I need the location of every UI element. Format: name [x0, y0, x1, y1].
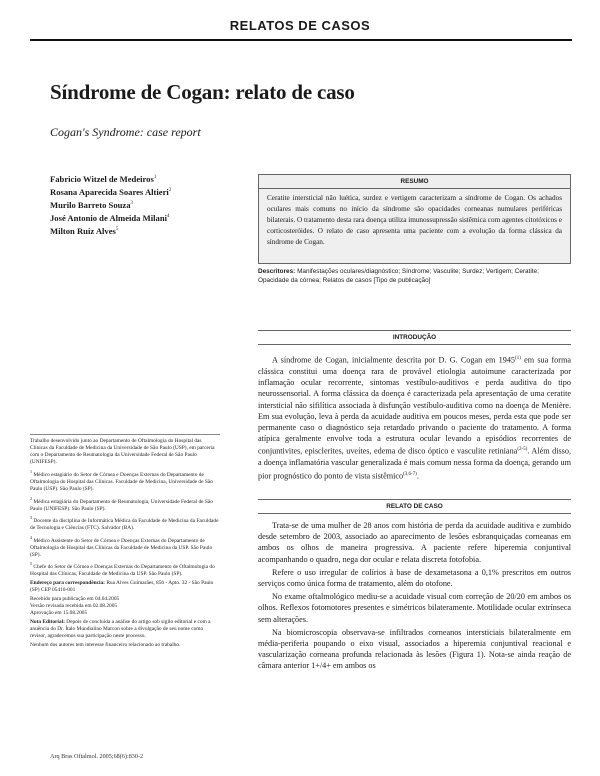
- author: Milton Ruiz Alves$^5$: [50, 226, 119, 237]
- paragraph: No exame oftalmológico mediu-se a acuidade visual com correção de 20/20 em ambos os olhos. Reflexos fotomotores presentes e simétricos bilateramente. Motilidade ocular extrínseca sem alterações.: [258, 592, 571, 624]
- abstract-heading: RESUMO: [259, 175, 570, 189]
- revised-date: Versão revisada recebida em 02.08.2005: [30, 602, 118, 609]
- footnote-rule: [30, 434, 220, 435]
- header-rule: [30, 39, 572, 41]
- author-list: [50, 172, 250, 237]
- conflict-statement: Nenhum dos autores tem interesse financeiro relacionado ao trabalho.: [30, 641, 181, 648]
- descriptors-text: Manifestações oculares/diagnóstico; Síndrome; Vasculite; Surdez; Vertigem; Ceratite; Opacidade da córnea; Relatos de casos [Tipo de publicação]: [258, 268, 539, 284]
- editorial-note: Nota Editorial: Depois de concluída a análise do artigo sob sigilo editorial e com a anuência do Dr. Ítalo Mundialino Marcon sobre a divulgação de seu nome como revisor, agradecemos sua participação neste processo.: [30, 618, 211, 639]
- author: Fabricio Witzel de Medeiros$^1$: [50, 173, 157, 184]
- affiliation: $^4$ Médico Assistente do Setor de Córnea e Doenças Externas do Departamento de Oftalmologia do Hospital das Clínicas da Faculdade de Medicina da USP. São Paulo (SP).: [30, 534, 213, 558]
- introduction-text: A síndrome de Cogan, inicialmente descrita por D. G. Cogan em 1945$^{(1)}$ em sua forma clássica constitui uma doença rara de provável etiologia autoimune caracterizada por inflamação ocular recorrente, sintomas vestíbulo-auditivos e perda auditiva do tipo neurossensorial. A forma clássica da doença é caracterizada pela apresentação de uma ceratite intersticial não sifilítica associada à disfunção vestíbulo-auditiva como na doença de Menière. Em sua evolução, leva à perda da acuidade auditiva em poucos meses, perda esta que pode ser permanente caso o diagnóstico seja retardado privando o paciente do tratamento. A forma atípica geralmente envolve toda a estrutura ocular levando a episódios recorrentes de conjuntivites, episclerites, uveítes, edema de disco óptico e vasculite retiniana$^{(2-5)}$. Além disso, a doença inflamatória vascular generalizada é mais comum nessa forma da doença, gerando um pior prognóstico do ponto de vista sistêmico$^{(3,6-7)}$.: [258, 355, 572, 481]
- author: José Antonio de Almeida Milani$^4$: [50, 213, 170, 224]
- section-header: RELATOS DE CASOS: [229, 18, 371, 33]
- article-title: Síndrome de Cogan: relato de caso: [50, 80, 355, 104]
- paragraph: Na biomicroscopia observava-se infiltrados corneanos intersticiais bilateralmente em média-periferia poupando o eixo visual, associados a hiperemia conjuntival reacional e vascularização corneana profunda relacionada às lesões (Figura 1). Nota-se ainda reação de câmara anterior 1+/4+ em ambos os: [258, 627, 571, 671]
- correspondence: Endereço para correspondência: Rua Alves Guimarães, 856 - Apto. 32 - São Paulo (SP) CEP 05410-001: [30, 580, 214, 594]
- affiliation: $^5$ Chefe do Setor de Córnea e Doenças Externas do Departamento de Oftalmologia do Hospital das Clínicas, Faculdade de Medicina da USP. São Paulo (SP).: [30, 561, 215, 578]
- paragraph: Refere o uso irregular de colírios à base de dexametasona a 0,1% prescritos em outros serviços como única forma de tratamento, além do otofone.: [258, 567, 571, 589]
- case-report-heading: RELATO DE CASO: [258, 499, 571, 514]
- case-report-text: [258, 520, 571, 674]
- affiliation: $^2$ Médica estagiária do Departamento de Reumatologia, Universidade Federal de São Paulo (UNIFESP). São Paulo (SP).: [30, 495, 213, 512]
- footnotes: [30, 438, 220, 650]
- affiliation: $^3$ Docente da disciplina de Informática Médica da Faculdade de Medicina da Faculdade de Tecnologia e Ciências (FTC). Salvador (BA).: [30, 515, 219, 532]
- work-note: Trabalho desenvolvido junto ao Departamento de Oftalmologia do Hospital das Clínicas da Faculdade de Medicina da Universidade de São Paulo (USP), em parceria com o Departamento de Reumatologia da Universidade Federal de São Paulo (UNIFESP).: [30, 438, 215, 466]
- affiliation: $^1$ Médico estagiário do Setor de Córnea e Doenças Externas do Departamento de Oftalmologia do Hospital das Clínicas. Faculdade de Medicina, Universidade de São Paulo (USP). São Paulo (SP).: [30, 468, 213, 492]
- journal-citation: Arq Bras Oftalmol. 2005;68(6):830-2: [50, 753, 144, 760]
- descriptors: [258, 267, 571, 285]
- abstract-box: [258, 174, 571, 264]
- paragraph: Trata-se de uma mulher de 28 anos com história de perda da acuidade auditiva e zumbido desde setembro de 2003, associado ao aparecimento de lesões esbranquiçadas corneanas em ambos os olhos de maneira progressiva. A paciente refere hiperemia conjuntival acompanhando o quadro, nega dor ocular e relata discreta fotofobia.: [258, 521, 571, 564]
- abstract-text: Ceratite intersticial não luética, surdez e vertigem caracterizam a síndrome de Cogan. Os achados oculares mais comuns no início da síndrome são opacidades corneanas numulares periféricas bilaterais. O tratamento desta rara doença utiliza imunossupressão sistêmica com agentes citotóxicos e corticosteróides. O relato de caso apresenta uma paciente com a evolução da forma clássica da síndrome de Cogan.: [267, 194, 562, 246]
- author: Murilo Barreto Souza$^3$: [50, 199, 134, 210]
- article-subtitle: Cogan's Syndrome: case report: [50, 125, 201, 139]
- received-date: Recebido para publicação em 04.04.2005: [30, 595, 120, 602]
- descriptors-label: Descritores:: [258, 268, 296, 275]
- introduction-heading: INTRODUÇÃO: [258, 330, 571, 345]
- approved-date: Aprovação em 15.08.2005: [30, 610, 88, 617]
- author: Rosana Aparecida Soares Altieri$^2$: [50, 186, 172, 197]
